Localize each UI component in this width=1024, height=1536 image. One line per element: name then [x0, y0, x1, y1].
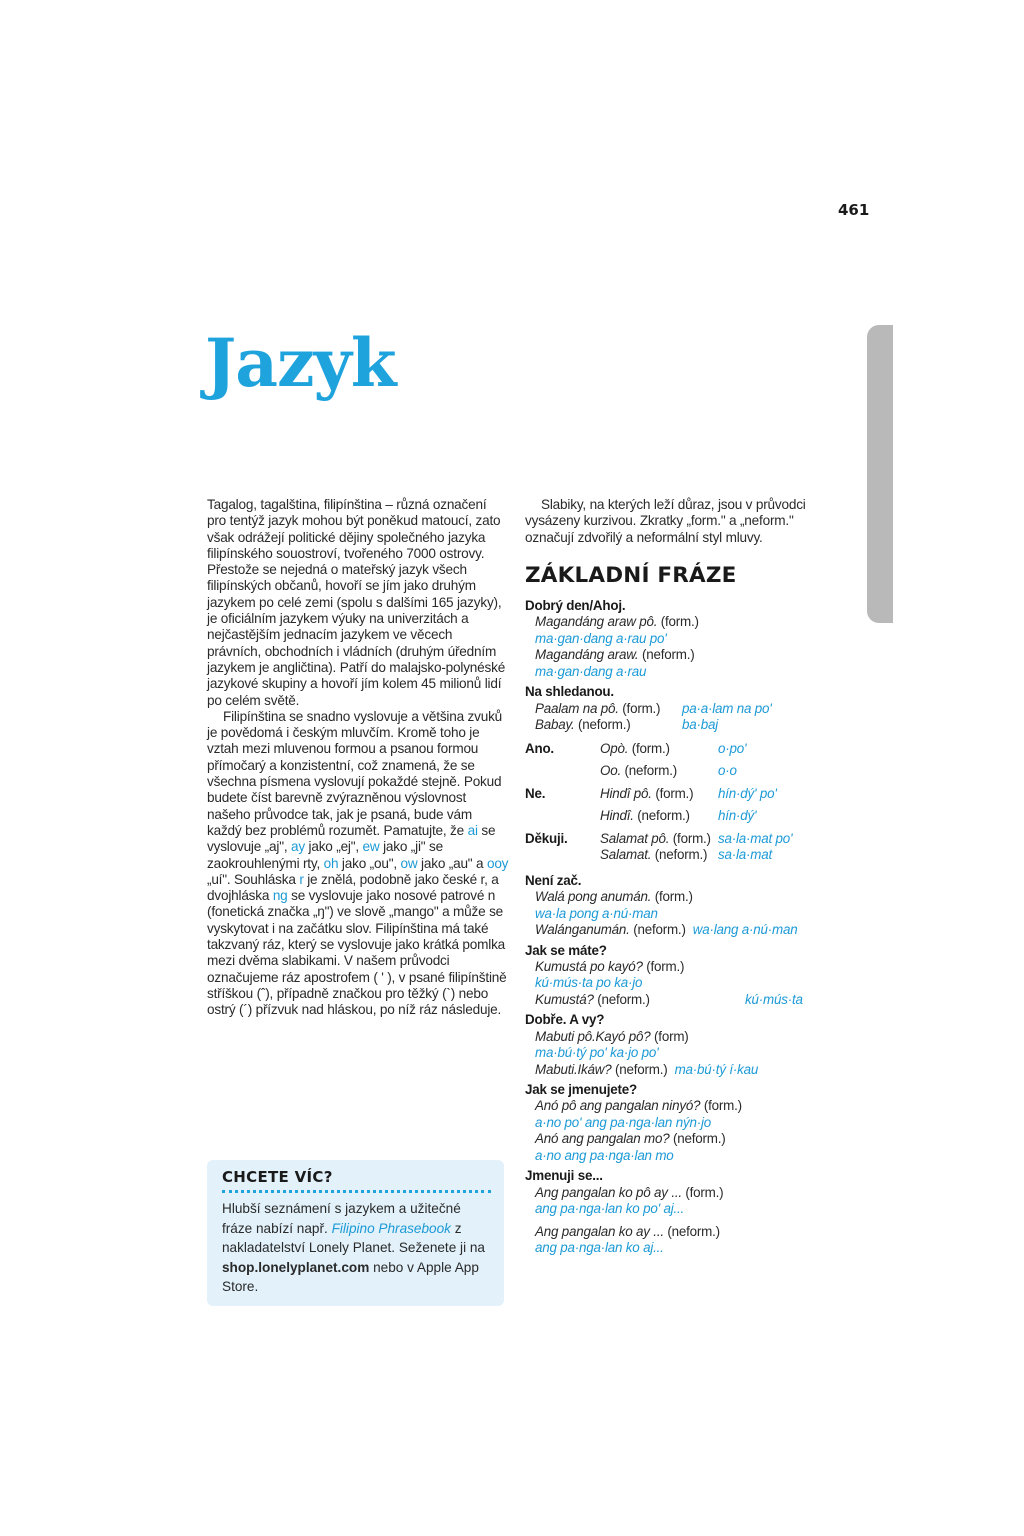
pronunciation: ma·gan·dang a·rau po' — [535, 630, 667, 646]
register: (neform.) — [669, 1131, 726, 1147]
phrase-informal — [525, 647, 825, 664]
register: (neform.) — [633, 808, 690, 824]
filipino-text: Ang pangalan ko ay ... — [535, 1223, 664, 1239]
phrase-informal — [600, 760, 718, 783]
pronunciation: o·po' — [718, 740, 747, 756]
pronunciation: ba·baj — [682, 717, 719, 733]
dotted-divider — [222, 1190, 491, 1193]
highlight-ow: ow — [400, 855, 418, 871]
phrase-formal — [600, 783, 718, 806]
highlight-ai: ai — [467, 822, 478, 838]
highlight-ooy: ooy — [486, 855, 509, 871]
pronunciation: ang pa·nga·lan ko po' aj... — [535, 1201, 685, 1217]
register: (neform.) — [611, 1061, 668, 1077]
register: (neform.) — [629, 922, 686, 938]
pronunciation: pa·a·lam na po' — [682, 700, 772, 716]
filipino-text: Paalam na pô. — [535, 700, 619, 716]
phrase-label: Dobrý den/Ahoj. — [525, 598, 626, 614]
filipino-text: Magandáng araw. — [535, 647, 639, 663]
page-title: Jazyk — [205, 324, 396, 402]
filipino-text: Anó ang pangalan mo? — [535, 1131, 670, 1147]
phrase-label: Jak se máte? — [525, 942, 607, 958]
register: (form.) — [657, 614, 699, 630]
phrase-informal — [525, 717, 825, 734]
short-phrases-grid — [525, 738, 825, 867]
register: (neform.) — [620, 763, 678, 779]
filipino-text: Salamat pô. — [600, 830, 670, 846]
register: (form.) — [681, 1184, 724, 1200]
pronunciation: hín·dý' — [718, 808, 757, 824]
pronunciation: ma·bú·tý po' ka·jo po' — [535, 1045, 659, 1061]
phrase-label: Jak se jmenujete? — [525, 1082, 637, 1098]
phrase-formal — [525, 614, 825, 631]
pronunciation: sa·la·mat — [718, 847, 773, 863]
pronunciation: wa·la pong a·nú·man — [535, 905, 658, 921]
highlight-oh: oh — [323, 855, 339, 871]
side-tab — [867, 325, 893, 623]
phrase-formal — [525, 701, 825, 718]
pronunciation: kú·mús·ta po ka·jo — [535, 975, 643, 991]
highlight-ew: ew — [362, 839, 380, 855]
phrasebook-title: Filipino Phrasebook — [331, 1220, 451, 1236]
highlight-r: r — [299, 871, 304, 887]
phrase-label: Ano. — [525, 740, 554, 756]
filipino-text: Kumustá? — [535, 991, 594, 1007]
phrase-informal — [525, 1062, 825, 1079]
register: (form.) — [618, 700, 661, 716]
phrase-entry-how — [525, 943, 825, 1009]
phrase-entry-name-question — [525, 1082, 825, 1164]
register: (neform.) — [638, 647, 695, 663]
phrase-label: Ne. — [525, 785, 546, 801]
phrase-informal — [600, 805, 718, 828]
register: (form.) — [651, 785, 694, 801]
phrase-formal — [525, 1098, 825, 1115]
phrase-label: Dobře. A vy? — [525, 1012, 605, 1028]
pronunciation: a·no po' ang pa·nga·lan nýn·jo — [535, 1114, 711, 1130]
phrase-formal — [525, 959, 825, 976]
phrase-formal — [600, 738, 718, 761]
highlight-ay: ay — [290, 839, 305, 855]
pronunciation: ang pa·nga·lan ko aj... — [535, 1240, 664, 1256]
text-run: jako „au" a — [417, 855, 487, 871]
filipino-text: Babay. — [535, 717, 575, 733]
filipino-text: Mabuti pô.Kayó pô? — [535, 1028, 651, 1044]
register: (neform.) — [574, 717, 631, 733]
text-run: jako „ej", — [304, 839, 363, 855]
phrase-label: Děkuji. — [525, 830, 568, 846]
page-number: 461 — [838, 201, 870, 219]
pronunciation: sa·la·mat po' — [718, 830, 793, 846]
more-info-box — [207, 1160, 504, 1306]
text-run: „uí". Souhláska — [207, 871, 300, 887]
shop-link[interactable]: shop.lonelyplanet.com — [222, 1259, 370, 1275]
text-run: jako „ji" se zaokrouhlenými rty, — [207, 839, 443, 871]
phrase-entry-name-answer — [525, 1168, 825, 1256]
phrase-entry-bye — [525, 684, 825, 733]
phrase-informal — [525, 992, 825, 1009]
filipino-text: Anó pô ang pangalan ninyó? — [535, 1098, 701, 1114]
phrase-formal — [525, 1029, 825, 1046]
filipino-text: Oo. — [600, 763, 621, 779]
register: (form.) — [700, 1098, 742, 1114]
phrase-pair — [600, 828, 718, 867]
phrases-column — [525, 497, 825, 1261]
intro-paragraph: Tagalog, tagalština, filipínština – různá označení pro tentýž jazyk mohou být poněkud matoucí, zato však odrážejí politické dějiny společného jazyka filipínského souostroví, tvořeného 7000 ostrovy. Přestože se nejedná o mateřský jazyk všech filipínských občanů, hovoří se jím jako druhým jazykem po celé zemi (spolu s dalšími 165 jazyky), je oficiálním jazykem výuky na univerzitách a nejčastějším jednacím jazykem ve věcech právních, obchodních i vládních (druhým úředním jazykem je angličtina). Patří do malajsko-polynéské jazykové skupiny a hovoří jím kolem 45 milionů lidí po celém světě. — [207, 497, 506, 708]
register: (neform.) — [593, 991, 650, 1007]
phrase-entry-fine — [525, 1012, 825, 1078]
filipino-text: Walá pong anumán. — [535, 889, 652, 905]
register: (form.) — [642, 958, 685, 974]
intro-column — [207, 497, 509, 1019]
box-title: CHCETE VÍC? — [222, 1168, 333, 1186]
register: (form.) — [669, 830, 711, 846]
pronunciation: kú·mús·ta — [745, 991, 803, 1007]
phrase-label: Není zač. — [525, 872, 582, 888]
text-run: Hlubší seznámení s jazykem a užitečné fráze nabízí např. — [222, 1201, 461, 1236]
pronunciation: o·o — [718, 763, 737, 779]
phrase-informal — [525, 922, 825, 939]
filipino-text: Walánganumán. — [535, 922, 630, 938]
filipino-text: Ang pangalan ko pô ay ... — [535, 1184, 682, 1200]
pronunciation: wa·lang a·nú·man — [692, 922, 798, 938]
stress-note: Slabiky, na kterých leží důraz, jsou v průvodci vysázeny kurzivou. Zkratky „form." a „neform." označují zdvořilý a neformální styl mluvy. — [525, 497, 806, 545]
phrase-label: Na shledanou. — [525, 684, 614, 700]
filipino-text: Magandáng araw pô. — [535, 614, 658, 630]
pronunciation: hín·dý' po' — [718, 785, 777, 801]
box-text — [222, 1199, 491, 1297]
phrase-entry-welcome — [525, 873, 825, 939]
phrase-informal — [525, 1224, 825, 1241]
pronunciation: ma·gan·dang a·rau — [535, 663, 647, 679]
phrase-informal — [525, 1131, 825, 1148]
filipino-text: Opò. — [600, 740, 629, 756]
filipino-text: Hindî pô. — [600, 785, 652, 801]
text-run: z nakladatelství Lonely Planet. Seženete ji na — [222, 1220, 485, 1255]
register: (form.) — [651, 889, 693, 905]
register: (form) — [650, 1028, 689, 1044]
text-run: jako „ou", — [338, 855, 401, 871]
section-heading: ZÁKLADNÍ FRÁZE — [525, 562, 737, 588]
text-run: je znělá, podobně jako české r, a dvojhláska — [207, 871, 499, 904]
text-run: se vyslovuje „aj", — [207, 822, 496, 855]
text-run: Filipínština se snadno vyslovuje a většina zvuků je povědomá i českým mluvčím. Kromě toho je vztah mezi mluvenou formou a psanou formou přímočarý a konzistentní, což znamená, že se všechna písmena vyslovují pokaždé stejně. Pokud budete číst barevně zvýrazněnou výslovnost našeho průvodce tak, jak je psaná, bude vám každý bez problémů rozumět. Pamatujte, že — [207, 708, 503, 838]
pronunciation-paragraph — [207, 709, 509, 1019]
filipino-text: Hindî. — [600, 808, 634, 824]
phrase-formal — [525, 889, 825, 906]
register: (neform.) — [651, 847, 708, 863]
register: (form.) — [628, 740, 670, 756]
phrase-formal — [525, 1185, 825, 1202]
text-run: se vyslovuje jako nosové patrové n (fonetická značka „ŋ") ve slově „mango" a může se vyskytovat i na začátku slov. Filipínština má také takzvaný ráz, který se vyslovuje jako krátká pomlka mezi dvěma slabikami. V našem průvodci označujeme ráz apostrofem ( ' ), v psané filipínštině stříškou (ˆ), případně značkou pro těžký (`) nebo ostrý (´) přízvuk nad hláskou, po níž ráz následuje. — [207, 888, 507, 1018]
filipino-text: Salamat. — [600, 847, 652, 863]
phrase-label: Jmenuji se... — [525, 1168, 603, 1184]
phrase-entry-hello — [525, 598, 825, 680]
text-run: nebo v Apple App Store. — [222, 1259, 479, 1294]
filipino-text: Kumustá po kayó? — [535, 958, 643, 974]
filipino-text: Mabuti.Ikáw? — [535, 1061, 612, 1077]
pronunciation: ma·bú·tý í·kau — [674, 1061, 759, 1077]
highlight-ng: ng — [272, 888, 288, 904]
register: (neform.) — [663, 1223, 720, 1239]
pronunciation: a·no ang pa·nga·lan mo — [535, 1147, 674, 1163]
pronunciation-pair — [718, 828, 825, 867]
